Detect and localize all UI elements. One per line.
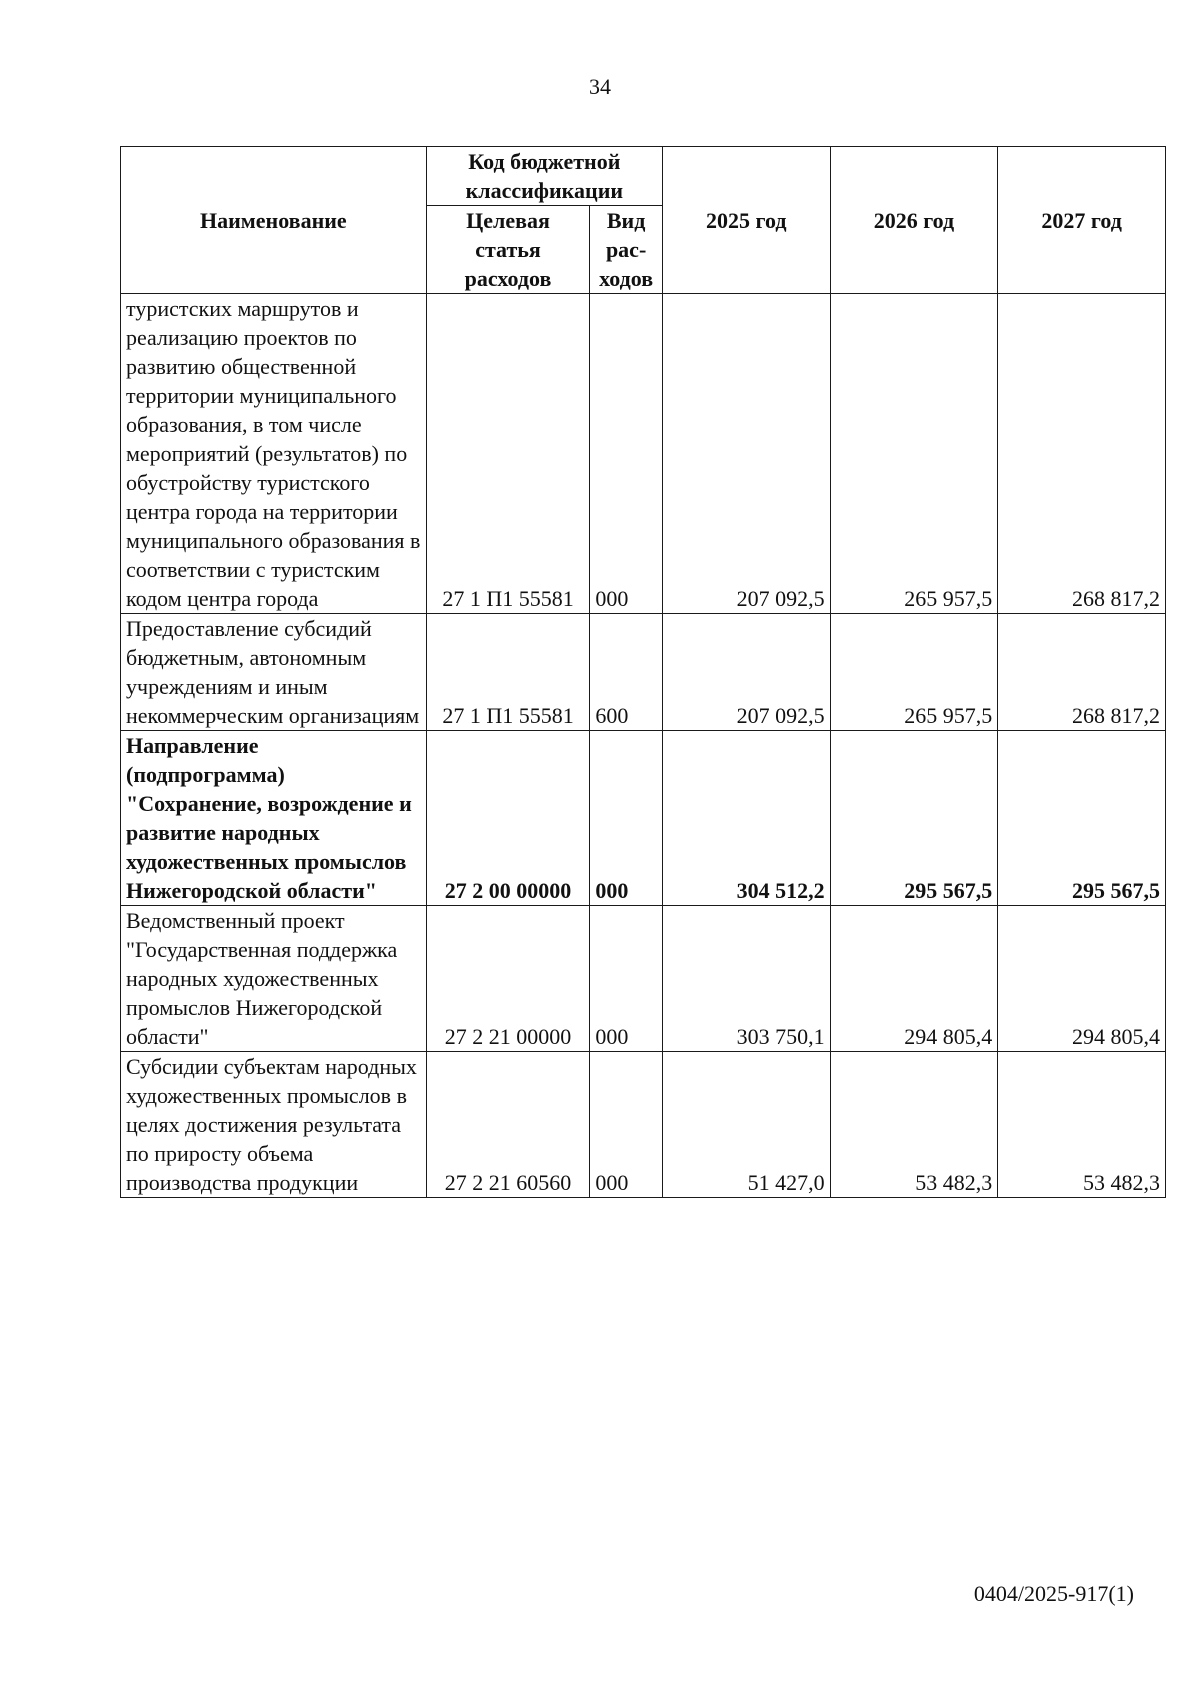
table-row bbox=[121, 1052, 1166, 1198]
row-2026-value: 265 957,5 bbox=[830, 614, 998, 731]
row-2026-value: 295 567,5 bbox=[830, 731, 998, 906]
row-2027-value: 268 817,2 bbox=[998, 614, 1166, 731]
table-row bbox=[121, 906, 1166, 1052]
document-code: 0404/2025-917(1) bbox=[973, 1581, 1134, 1606]
row-2026-value: 265 957,5 bbox=[830, 294, 998, 614]
row-2025-value: 207 092,5 bbox=[662, 294, 830, 614]
row-2027-value: 53 482,3 bbox=[998, 1052, 1166, 1198]
row-target-article-cell: 27 1 П1 55581 bbox=[426, 614, 590, 731]
row-target-article-cell: 27 1 П1 55581 bbox=[426, 294, 590, 614]
row-expense-type-cell: 000 bbox=[590, 731, 663, 906]
table-row bbox=[121, 614, 1166, 731]
row-2027-value: 268 817,2 bbox=[998, 294, 1166, 614]
budget-table bbox=[120, 146, 1166, 1198]
row-2025-value: 51 427,0 bbox=[662, 1052, 830, 1198]
row-2025-value: 304 512,2 bbox=[662, 731, 830, 906]
header-2025: 2025 год bbox=[662, 147, 830, 294]
row-target-article-cell: 27 2 00 00000 bbox=[426, 731, 590, 906]
row-expense-type-cell: 000 bbox=[590, 294, 663, 614]
row-name-cell: Субсидии субъектам народных художественных промыслов в целях достижения результата по приросту объема производства продукции bbox=[121, 1052, 427, 1198]
row-2025-value: 207 092,5 bbox=[662, 614, 830, 731]
row-name-cell: Предоставление субсидий бюджетным, автономным учреждениям и иным некоммерческим организациям bbox=[121, 614, 427, 731]
header-target-article: Целевая статья расходов bbox=[426, 206, 590, 294]
row-expense-type-cell: 000 bbox=[590, 906, 663, 1052]
row-target-article-cell: 27 2 21 00000 bbox=[426, 906, 590, 1052]
row-name-cell: туристских маршрутов и реализацию проектов по развитию общественной территории муниципального образования, в том числе мероприятий (результатов) по обустройству туристского центра города на территории муниципального образования в соответствии с туристским кодом центра города bbox=[121, 294, 427, 614]
row-expense-type-cell: 600 bbox=[590, 614, 663, 731]
row-2025-value: 303 750,1 bbox=[662, 906, 830, 1052]
header-code-group: Код бюджетной классификации bbox=[426, 147, 662, 206]
table-row bbox=[121, 294, 1166, 614]
row-name-cell: Ведомственный проект "Государственная поддержка народных художественных промыслов Нижегородской области" bbox=[121, 906, 427, 1052]
row-2027-value: 295 567,5 bbox=[998, 731, 1166, 906]
page-number: 34 bbox=[589, 74, 611, 99]
header-name: Наименование bbox=[121, 147, 427, 294]
row-2026-value: 294 805,4 bbox=[830, 906, 998, 1052]
header-expense-type: Вид рас-ходов bbox=[590, 206, 663, 294]
row-target-article-cell: 27 2 21 60560 bbox=[426, 1052, 590, 1198]
row-name-cell: Направление (подпрограмма) "Сохранение, возрождение и развитие народных художественных промыслов Нижегородской области" bbox=[121, 731, 427, 906]
row-expense-type-cell: 000 bbox=[590, 1052, 663, 1198]
table-row bbox=[121, 731, 1166, 906]
row-2027-value: 294 805,4 bbox=[998, 906, 1166, 1052]
header-2027: 2027 год bbox=[998, 147, 1166, 294]
header-2026: 2026 год bbox=[830, 147, 998, 294]
row-2026-value: 53 482,3 bbox=[830, 1052, 998, 1198]
